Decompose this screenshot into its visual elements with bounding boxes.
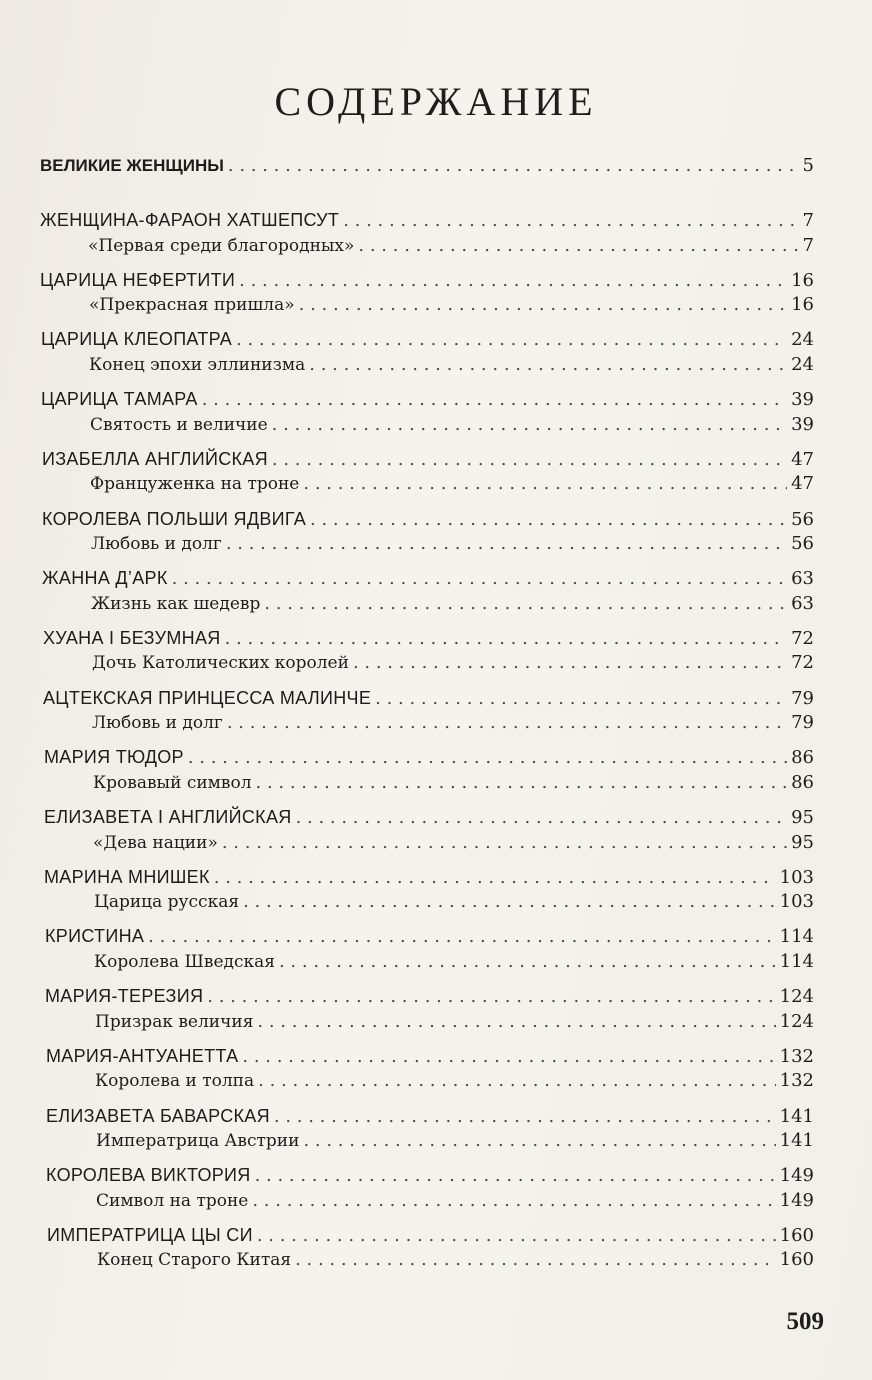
toc-chapter-row [47, 1223, 814, 1247]
toc-entry-title: КОРОЛЕВА ПОЛЬШИ ЯДВИГА [42, 509, 307, 529]
dot-leader [272, 448, 787, 472]
toc-page-number: 114 [779, 926, 814, 947]
dot-leader [309, 353, 787, 377]
toc-page-number: 103 [779, 867, 814, 888]
toc-chapter-row [44, 805, 814, 829]
dot-leader [343, 209, 798, 233]
dot-leader [264, 592, 787, 616]
dot-leader [148, 925, 775, 949]
toc-entry-title: АЦТЕКСКАЯ ПРИНЦЕССА МАЛИНЧЕ [43, 688, 372, 708]
toc-chapter-row [45, 924, 814, 948]
toc-page-number: 86 [791, 772, 814, 793]
dot-leader [353, 651, 787, 675]
toc-page-number: 16 [791, 294, 814, 315]
dot-leader [296, 806, 788, 830]
dot-leader [310, 508, 787, 532]
toc-page-number: 7 [802, 235, 814, 256]
toc-entry-title: Символ на троне [96, 1191, 249, 1211]
toc-entry-title: Королева и толпа [95, 1071, 255, 1091]
toc-entry-title: Любовь и долг [91, 534, 222, 554]
toc-chapter-row [45, 984, 814, 1008]
dot-leader [256, 771, 788, 795]
toc-entry-title: ЦАРИЦА КЛЕОПАТРА [41, 329, 233, 349]
toc-page-number: 72 [791, 652, 814, 673]
toc-page-number: 86 [791, 747, 814, 768]
toc-subtitle-row [96, 1129, 814, 1153]
dot-leader [225, 627, 788, 651]
toc-entry-title: Француженка на троне [90, 474, 300, 494]
toc-entry-title: ХУАНА I БЕЗУМНАЯ [43, 628, 221, 648]
toc-chapter-row [43, 626, 814, 650]
toc-entry-title: КРИСТИНА [45, 926, 145, 946]
dot-leader [252, 1189, 775, 1213]
toc-page-number: 132 [779, 1046, 814, 1067]
toc-entry-title: МАРИНА МНИШЕК [44, 867, 210, 887]
toc-entry-title: МАРИЯ-ТЕРЕЗИЯ [45, 986, 204, 1006]
toc-entry-title: Конец Старого Китая [97, 1250, 292, 1270]
toc-subtitle-row [91, 592, 814, 616]
toc-subtitle-row [90, 413, 814, 437]
toc-page-number: 56 [791, 533, 814, 554]
toc-entry-title: МАРИЯ ТЮДОР [44, 747, 184, 767]
dot-leader [236, 328, 787, 352]
toc-page-number: 79 [791, 712, 814, 733]
toc-chapter-row [44, 865, 814, 889]
toc-page-number: 160 [779, 1225, 814, 1246]
dot-leader [242, 1045, 775, 1069]
toc-page-number: 141 [779, 1106, 814, 1127]
toc-entry-title: Царица русская [94, 892, 240, 912]
toc-subtitle-row [96, 1189, 814, 1213]
toc-entry-title: ВЕЛИКИЕ ЖЕНЩИНЫ [40, 156, 224, 175]
dot-leader [358, 234, 798, 258]
toc-page-number: 160 [779, 1249, 814, 1270]
toc-entry-title: ИЗАБЕЛЛА АНГЛИЙСКАЯ [42, 449, 268, 469]
toc-entry-title: «Дева нации» [93, 833, 218, 853]
toc-page-number: 79 [791, 688, 814, 709]
toc-page-number: 63 [791, 593, 814, 614]
toc-page-number: 47 [791, 449, 814, 470]
toc-chapter-row [40, 268, 814, 292]
page-title: СОДЕРЖАНИЕ [274, 79, 598, 124]
toc-entry-title: Конец эпохи эллинизма [89, 355, 306, 375]
toc-entry-title: Дочь Католических королей [92, 653, 349, 673]
toc-page-number: 149 [779, 1165, 814, 1186]
toc-entry-title: Королева Шведская [94, 952, 275, 972]
toc-entry-title: Любовь и долг [92, 713, 223, 733]
toc-page-number: 24 [791, 329, 814, 350]
toc-page-number: 95 [791, 807, 814, 828]
toc-subtitle-row [94, 890, 814, 914]
toc-page-number: 47 [791, 473, 814, 494]
toc-entry-title: МАРИЯ-АНТУАНЕТТА [46, 1046, 239, 1066]
toc-subtitle-row [89, 293, 814, 317]
toc-page-number: 63 [791, 568, 814, 589]
dot-leader [272, 413, 787, 437]
toc-entry-title: «Прекрасная пришла» [89, 295, 295, 315]
toc-page-number: 39 [791, 414, 814, 435]
toc-page-number: 114 [779, 951, 814, 972]
dot-leader [255, 1164, 776, 1188]
toc-chapter-row [42, 447, 814, 471]
toc-entry-title: ЦАРИЦА НЕФЕРТИТИ [40, 270, 236, 290]
toc-subtitle-row [88, 234, 814, 258]
toc-chapter-row [46, 1104, 814, 1128]
toc-chapter-row [46, 1163, 814, 1187]
toc-subtitle-row [92, 711, 814, 735]
dot-leader [274, 1105, 776, 1129]
toc-entry-title: ЦАРИЦА ТАМАРА [41, 389, 198, 409]
toc-entry-title: ЖАННА Д’АРК [42, 568, 168, 588]
dot-leader [258, 1069, 776, 1093]
toc-page-number: 16 [791, 270, 814, 291]
dot-leader [257, 1224, 776, 1248]
toc-chapter-row [41, 327, 814, 351]
toc-subtitle-row [97, 1248, 814, 1272]
toc-chapter-row [42, 566, 814, 590]
toc-subtitle-row [91, 532, 814, 556]
toc-page-number: 95 [791, 832, 814, 853]
toc-chapter-row [42, 507, 814, 531]
dot-leader [214, 866, 776, 890]
toc-page-number: 56 [791, 509, 814, 530]
toc-entry-title: ЕЛИЗАВЕТА I АНГЛИЙСКАЯ [44, 807, 292, 827]
toc-subtitle-row [95, 1069, 814, 1093]
dot-leader [243, 890, 776, 914]
toc-entry-title: Императрица Австрии [96, 1131, 300, 1151]
toc-page-number: 72 [791, 628, 814, 649]
toc-subtitle-row [95, 1010, 814, 1034]
toc-chapter-row [40, 208, 814, 232]
toc-entry-title: Жизнь как шедевр [91, 594, 261, 614]
dot-leader [172, 567, 787, 591]
dot-leader [299, 293, 787, 317]
toc-page-number: 39 [791, 389, 814, 410]
toc-page-number: 124 [779, 1011, 814, 1032]
toc-chapter-row [46, 1044, 814, 1068]
toc-subtitle-row [93, 771, 814, 795]
dot-leader [239, 269, 787, 293]
toc-subtitle-row [92, 651, 814, 675]
toc-entry-title: Кровавый символ [93, 773, 252, 793]
dot-leader [227, 711, 787, 735]
dot-leader [226, 532, 787, 556]
toc-chapter-row [43, 686, 814, 710]
dot-leader [202, 388, 787, 412]
dot-leader [188, 746, 787, 770]
dot-leader [375, 687, 787, 711]
toc-entry-title: ЖЕНЩИНА-ФАРАОН ХАТШЕПСУТ [40, 210, 340, 230]
dot-leader [228, 154, 799, 178]
toc-entry-title: ИМПЕРАТРИЦА ЦЫ СИ [47, 1225, 253, 1245]
dot-leader [207, 985, 775, 1009]
toc-entry-title: КОРОЛЕВА ВИКТОРИЯ [46, 1165, 251, 1185]
dot-leader [303, 1129, 775, 1153]
toc-entry-title: ЕЛИЗАВЕТА БАВАРСКАЯ [46, 1106, 270, 1126]
toc-entry-title: Призрак величия [95, 1012, 254, 1032]
toc-page-number: 24 [791, 354, 814, 375]
toc-chapter-row [41, 387, 814, 411]
toc-subtitle-row [93, 831, 814, 855]
toc-subtitle-row [90, 472, 814, 496]
toc-page-number: 5 [802, 155, 814, 176]
toc-page-number: 7 [802, 210, 814, 231]
toc-page-number: 149 [779, 1190, 814, 1211]
toc-section-row [40, 154, 814, 178]
toc-entry-title: Святость и величие [90, 415, 268, 435]
dot-leader [279, 950, 776, 974]
dot-leader [295, 1248, 776, 1272]
dot-leader [257, 1010, 775, 1034]
toc-page-number: 132 [779, 1070, 814, 1091]
toc-page-number: 124 [779, 986, 814, 1007]
toc-subtitle-row [94, 950, 814, 974]
dot-leader [222, 831, 787, 855]
toc-entry-title: «Первая среди благородных» [88, 236, 355, 256]
dot-leader [303, 472, 787, 496]
toc-page-number: 141 [779, 1130, 814, 1151]
toc-page-number: 103 [779, 891, 814, 912]
toc-chapter-row [44, 745, 814, 769]
page-number: 509 [786, 1308, 824, 1335]
toc-subtitle-row [89, 353, 814, 377]
